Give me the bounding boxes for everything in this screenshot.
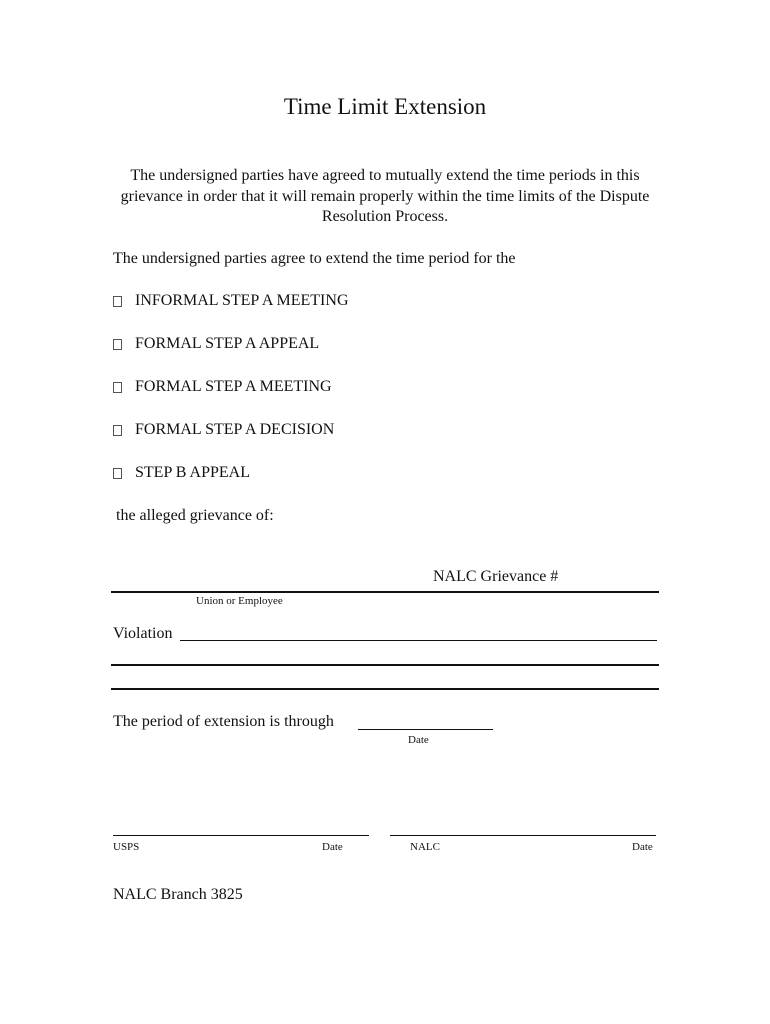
- nalc-date-label: Date: [632, 841, 653, 853]
- alleged-grievance-label: the alleged grievance of:: [116, 507, 274, 524]
- option-formal-step-a-decision[interactable]: [113, 421, 334, 439]
- option-label: FORMAL STEP A DECISION: [135, 421, 335, 438]
- agree-statement: The undersigned parties agree to extend the time period for the: [113, 250, 516, 267]
- option-label: FORMAL STEP A MEETING: [135, 378, 332, 395]
- violation-field-line-2[interactable]: [111, 664, 659, 666]
- violation-label: Violation: [113, 625, 173, 642]
- option-label: INFORMAL STEP A MEETING: [135, 292, 349, 309]
- union-employee-field[interactable]: [111, 591, 659, 593]
- usps-label: USPS: [113, 841, 140, 853]
- checkbox[interactable]: [113, 296, 122, 307]
- checkbox[interactable]: [113, 425, 122, 436]
- option-informal-step-a-meeting[interactable]: [113, 292, 349, 310]
- intro-paragraph: The undersigned parties have agreed to mutually extend the time periods in this grievance in order that it will remain properly within the time limits of the Dispute Resolution Process.: [120, 167, 650, 225]
- nalc-label: NALC: [410, 841, 440, 853]
- extension-label: The period of extension is through: [113, 713, 334, 730]
- option-label: STEP B APPEAL: [135, 464, 250, 481]
- violation-field[interactable]: [180, 640, 657, 641]
- extension-date-field[interactable]: [358, 729, 493, 730]
- extension-date-label: Date: [408, 734, 429, 746]
- option-label: FORMAL STEP A APPEAL: [135, 335, 320, 352]
- violation-field-line-3[interactable]: [111, 688, 659, 690]
- option-formal-step-a-meeting[interactable]: [113, 378, 332, 396]
- checkbox[interactable]: [113, 382, 122, 393]
- grievance-number-label: NALC Grievance #: [433, 568, 559, 585]
- checkbox[interactable]: [113, 468, 122, 479]
- union-or-employee-label: Union or Employee: [196, 595, 283, 607]
- option-formal-step-a-appeal[interactable]: [113, 335, 319, 353]
- branch-label: NALC Branch 3825: [113, 886, 243, 903]
- page-title: Time Limit Extension: [283, 94, 487, 119]
- nalc-signature-field[interactable]: [390, 835, 656, 836]
- usps-date-label: Date: [322, 841, 343, 853]
- checkbox[interactable]: [113, 339, 122, 350]
- option-step-b-appeal[interactable]: [113, 464, 250, 482]
- usps-signature-field[interactable]: [113, 835, 369, 836]
